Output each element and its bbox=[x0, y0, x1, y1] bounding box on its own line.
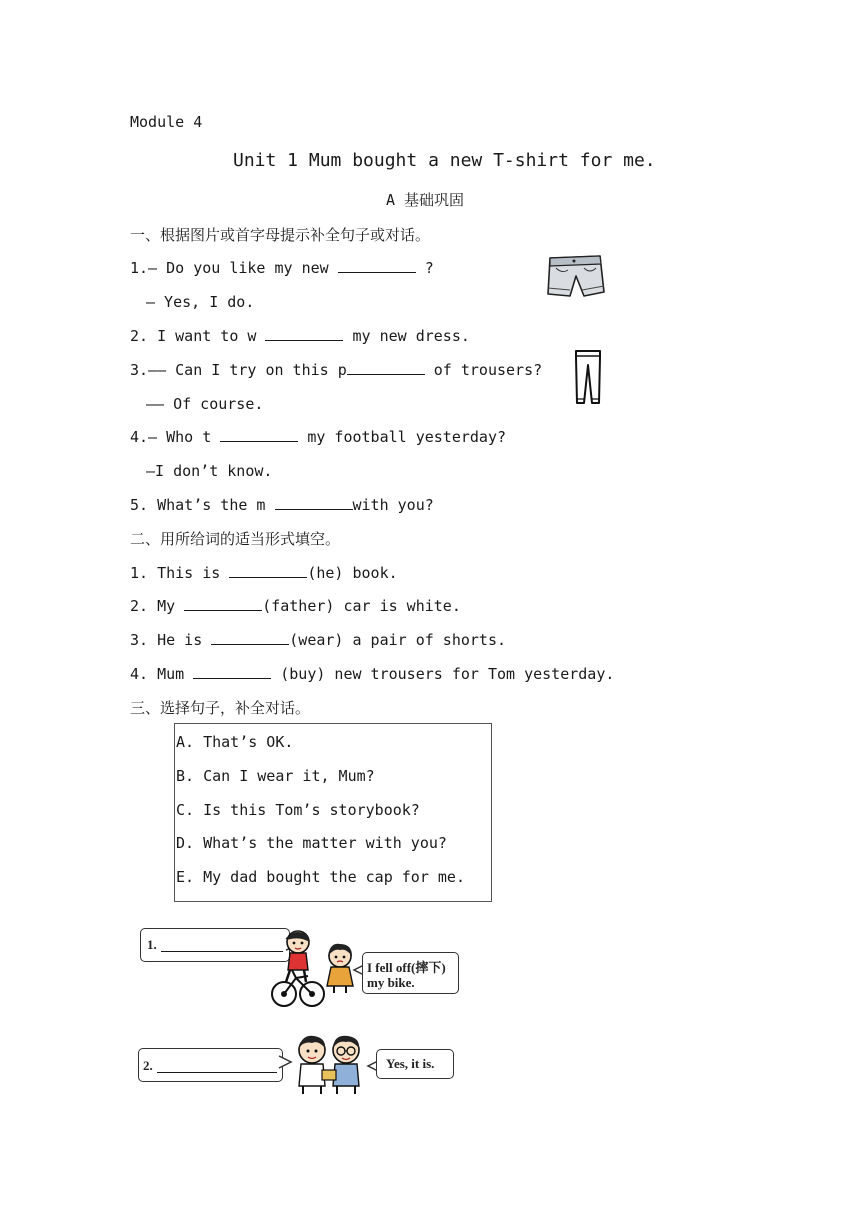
option-a: A. That’s OK. bbox=[176, 733, 294, 751]
dialog1-reply-bubble bbox=[362, 952, 459, 994]
bubble-tail-icon bbox=[279, 1054, 293, 1070]
dialog1-number: 1. bbox=[147, 937, 157, 952]
answer-blank[interactable] bbox=[347, 360, 425, 375]
p2-q1: 1. This is (he) book. bbox=[130, 564, 398, 582]
dialog2-number: 2. bbox=[143, 1058, 153, 1073]
answer-blank[interactable] bbox=[193, 664, 271, 679]
p1-q5: 5. What’s the m with you? bbox=[130, 496, 434, 514]
option-d: D. What’s the matter with you? bbox=[176, 834, 447, 852]
dialog1-answer-bubble bbox=[140, 928, 290, 962]
p1-q2: 2. I want to w my new dress. bbox=[130, 327, 470, 345]
answer-blank[interactable] bbox=[184, 596, 262, 611]
p1-q4-line2: —I don’t know. bbox=[146, 462, 273, 480]
p2-q4: 4. Mum (buy) new trousers for Tom yesterday. bbox=[130, 665, 615, 683]
section-a-title: A 基础巩固 bbox=[386, 191, 465, 209]
dialog1-reply-line1: I fell off(摔下) bbox=[367, 960, 446, 975]
answer-blank[interactable] bbox=[220, 427, 298, 442]
p1-q3-line2: —— Of course. bbox=[146, 395, 264, 413]
p1-q3-line1: 3.—— Can I try on this p of trousers? bbox=[130, 361, 543, 379]
option-b: B. Can I wear it, Mum? bbox=[176, 767, 375, 785]
dialog2-answer-bubble bbox=[138, 1048, 283, 1082]
part1-heading: 一、根据图片或首字母提示补全句子或对话。 bbox=[130, 226, 431, 244]
answer-blank[interactable] bbox=[229, 563, 307, 578]
answer-blank[interactable] bbox=[161, 937, 283, 952]
dialog2-reply: Yes, it is. bbox=[386, 1056, 435, 1071]
p2-q2: 2. My (father) car is white. bbox=[130, 597, 461, 615]
dialog1-reply-line2: my bike. bbox=[367, 975, 415, 990]
answer-blank[interactable] bbox=[275, 495, 353, 510]
boy-on-bike-icon bbox=[270, 928, 326, 1012]
option-e: E. My dad bought the cap for me. bbox=[176, 868, 465, 886]
trousers-icon bbox=[572, 349, 604, 405]
module-label: Module 4 bbox=[130, 113, 203, 131]
p2-q3: 3. He is (wear) a pair of shorts. bbox=[130, 631, 507, 649]
answer-blank[interactable] bbox=[157, 1058, 277, 1073]
answer-blank[interactable] bbox=[211, 630, 289, 645]
shorts-icon bbox=[544, 252, 606, 300]
p1-q4-line1: 4.— Who t my football yesterday? bbox=[130, 428, 507, 446]
option-c: C. Is this Tom’s storybook? bbox=[176, 801, 420, 819]
two-boys-icon bbox=[292, 1034, 370, 1096]
answer-blank[interactable] bbox=[265, 326, 343, 341]
unit-title: Unit 1 Mum bought a new T-shirt for me. bbox=[233, 150, 656, 171]
p1-q1-line1: 1.— Do you like my new ? bbox=[130, 259, 434, 277]
part3-heading: 三、选择句子，补全对话。 bbox=[130, 699, 311, 717]
p1-q1-line2: — Yes, I do. bbox=[146, 293, 255, 311]
dialog2-reply-bubble bbox=[376, 1049, 454, 1079]
part2-heading: 二、用所给词的适当形式填空。 bbox=[130, 530, 341, 548]
answer-blank[interactable] bbox=[338, 258, 416, 273]
